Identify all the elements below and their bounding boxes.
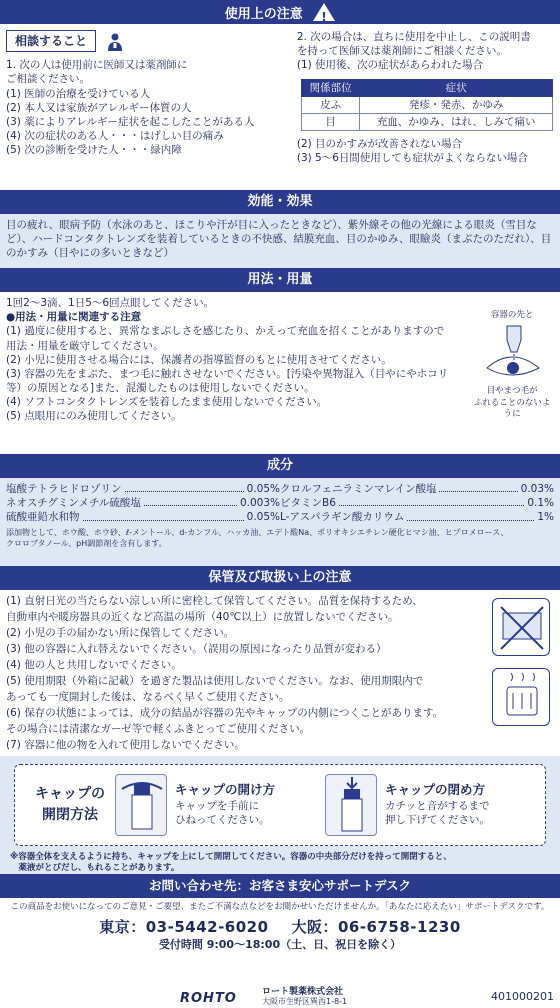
storage-line: (4) 他の人と共用しないでください。: [6, 658, 182, 671]
tokyo-phone: 東京：03-5442-6020: [99, 918, 269, 937]
leader-dots: [407, 510, 534, 520]
table-cell: 目: [301, 113, 360, 130]
cap-note: ※容器全体を支えるように持ち、キャップを上にして開閉してください。容器の中央部分だけを持って開閉すると、 薬液がとびだし、もれることがあります。: [10, 852, 452, 874]
symptom-table: [301, 79, 553, 132]
ingredient-row: [280, 510, 554, 524]
ingredient-row: [6, 496, 280, 510]
precaution-line: (4) 次の症状のある人・・・はげしい目の痛み: [6, 130, 224, 143]
table-row: [301, 113, 552, 130]
cap-open: キャップの開け方 キャップを手前に ひねってください。: [115, 774, 325, 836]
ingredient-amount: 0.05%: [246, 483, 280, 495]
storage-line: あっても一度開封した後は、なるべく早くご使用ください。: [6, 690, 290, 703]
additives-text: 添加物として、ホウ酸、ホウ砂、ℓ-メントール、d-カンフル、ハッカ油、エデト酸Na、ポリオキシエチレン硬化ヒマシ油、ヒプロメロース、: [6, 527, 509, 537]
figure-caption: 容器の先と: [490, 310, 534, 321]
ingredient-row: [280, 482, 554, 496]
dosage-note-line: (5) 点眼用にのみ使用してください。: [6, 410, 182, 423]
storage-line: (3) 他の容器に入れ替えないでください。（誤用の原因になったり品質が変わる）: [6, 642, 387, 655]
leader-dots: [144, 496, 237, 506]
ingredient-name: クロルフェニラミンマレイン酸塩: [280, 483, 437, 495]
contact-intro: この商品をお使いになってのご意見・ご要望、またご不満な点などをお聞かせいただけませんか。「あなたに応えたい」サポートデスクです。: [10, 902, 550, 912]
ingredient-amount: 0.1%: [527, 497, 554, 510]
precautions-right: [293, 30, 554, 186]
storage-body: [0, 590, 560, 756]
ingredients-right: [280, 482, 554, 525]
cap-close-figure-icon: [325, 774, 377, 836]
product-code: 401000201: [491, 990, 554, 1003]
table-header: 症状: [360, 79, 553, 96]
efficacy-text: 目の疲れ、眼病予防（水泳のあと、ほこりや汗が目に入ったときなど）、紫外線その他の光線による眼炎（雪目など）、ハードコンタクトレンズを装着しているときの不快感、結膜充血、目のかゆみ、眼瞼炎（まぶたのただれ）、目のかすみ（目やにの多いときなど）: [0, 214, 560, 268]
ingredient-name: L-アスパラギン酸カリウム: [280, 511, 405, 524]
storage-header: 保管及び取扱い上の注意: [0, 566, 560, 590]
dosage-note-line: (2) 小児に使用させる場合には、保護者の指導監督のもとに使用させてください。: [6, 353, 392, 366]
precaution-line: (3) 5～6日間使用しても症状がよくならない場合: [296, 152, 528, 165]
precautions-title: 使用上の注意: [224, 7, 303, 22]
doctor-consult-icon: [105, 32, 125, 52]
precaution-line: (1) 医師の治療を受けている人: [6, 87, 151, 100]
ingredients-body: [0, 478, 560, 566]
dosage-note-line: 用法・用量を厳守してください。: [6, 339, 164, 352]
consult-label: 相談すること: [6, 30, 96, 52]
precaution-line: 2. 次の場合は、直ちに使用を中止し、この説明書: [296, 31, 531, 43]
leader-dots: [83, 510, 244, 520]
storage-line: (6) 保存の状態によっては、成分の結晶が容器の先やキャップの内側につくことがあります。: [6, 706, 444, 719]
ingredient-amount: 0.003%: [239, 497, 280, 510]
cap-section: [0, 756, 560, 874]
contact-hours: 受付時間 9:00～18:00（土、日、祝日を除く）: [158, 937, 402, 951]
dosage-note-line: (4) ソフトコンタクトレンズを装着したまま使用しないでください。: [6, 396, 328, 409]
cap-instructions: [14, 764, 546, 846]
osaka-phone: 大阪：06-6758-1230: [291, 918, 461, 937]
leader-dots: [439, 482, 517, 492]
precautions-header: [0, 0, 560, 24]
contact-header: お問い合わせ先：お客さま安心サポートデスク: [0, 874, 560, 898]
storage-line: (7) 容器に他の物を入れて使用しないでください。: [6, 738, 245, 751]
ingredient-name: ビタミンB6: [280, 497, 336, 510]
dosage-subtitle: ●用法・用量に関連する注意: [6, 311, 142, 324]
efficacy-header: 効能・効果: [0, 190, 560, 214]
dropper-figure: [470, 310, 554, 423]
ingredients-header: 成分: [0, 454, 560, 478]
ingredient-amount: 0.05%: [246, 511, 280, 524]
figure-caption: 目やまつ毛が: [486, 386, 538, 397]
cap-open-figure-icon: [115, 774, 167, 836]
table-cell: 充血、かゆみ、はれ、しみて痛い: [360, 113, 553, 130]
ingredient-row: [6, 510, 280, 524]
leader-dots: [125, 482, 244, 492]
no-heater-icon: [492, 668, 550, 726]
ingredient-name: 硫酸亜鉛水和物: [6, 511, 80, 524]
cap-close: キャップの閉め方 カチッと音がするまで 押し下げてください。: [325, 774, 535, 836]
dosage-note-line: (3) 容器の先をまぶた、まつ毛に触れさせないでください。[汚染や異物混入（目やにやホコリ: [6, 367, 449, 380]
additives-text: クロロブタノール、pH調節剤を含有します。: [6, 539, 167, 549]
ingredients-left: [6, 482, 280, 525]
table-header: 関係部位: [301, 79, 360, 96]
rohto-logo: ROHTO: [180, 991, 237, 1006]
precaution-line: (2) 目のかすみが改善されない場合: [296, 138, 463, 151]
precautions-body: [0, 24, 560, 190]
dosage-main: 1回2～3滴、1日5～6回点眼してください。: [6, 297, 215, 309]
contact-phones: [0, 917, 560, 937]
contact-body: [0, 898, 560, 982]
dosage-note-line: (1) 過度に使用すると、異常なまぶしさを感じたり、かえって充血を招くことがありますので: [6, 325, 445, 338]
ingredient-name: ネオスチグミンメチル硫酸塩: [6, 497, 141, 510]
footer: [0, 986, 560, 1008]
precaution-line: を持って医師又は薬剤師にご相談ください。: [296, 45, 507, 58]
warning-icon: !: [313, 3, 335, 21]
storage-line: (5) 使用期限（外箱に記載）を過ぎた製品は使用しないでください。なお、使用期限内で: [6, 674, 424, 687]
storage-line: (2) 小児の手の届かない所に保管してください。: [6, 626, 235, 639]
storage-line: (1) 直射日光の当たらない涼しい所に密栓して保管してください。品質を保持するため、: [6, 595, 423, 607]
precaution-line: (1) 使用後、次の症状があらわれた場合: [296, 59, 484, 72]
precaution-line: ご相談ください。: [6, 73, 90, 86]
table-cell: 皮ふ: [301, 96, 360, 113]
company-name: ロート製薬株式会社: [262, 987, 344, 997]
eye-dropper-icon: [477, 322, 547, 382]
cap-title: キャップの 開閉方法: [35, 786, 105, 823]
leader-dots: [339, 496, 524, 506]
table-cell: 発疹・発赤、かゆみ: [360, 96, 553, 113]
precaution-line: (3) 薬によりアレルギー症状を起こしたことがある人: [6, 115, 255, 128]
ingredient-name: 塩酸テトラヒドロゾリン: [6, 483, 122, 495]
cap-close-title: キャップの閉め方: [385, 782, 486, 798]
no-car-heat-icon: [492, 598, 550, 656]
precautions-left: [6, 30, 293, 186]
company-address: 大阪市生野区巽西1-8-1: [262, 997, 348, 1006]
figure-caption: ふれることのないように: [473, 397, 551, 420]
ingredient-amount: 1%: [537, 511, 554, 524]
ingredient-amount: 0.03%: [520, 483, 554, 495]
storage-line: その場合には清潔なガーゼ等で軽くふきとってご使用ください。: [6, 722, 311, 735]
storage-line: 自動車内や暖房器具の近くなど高温の場所（40℃以上）に放置しないでください。: [6, 610, 399, 623]
dosage-note-line: 等）の原因となる]また、混濁したものは使用しないでください。: [6, 382, 315, 395]
cap-open-title: キャップの開け方: [175, 782, 276, 798]
table-row: [301, 96, 552, 113]
ingredient-row: [280, 496, 554, 510]
dosage-header: 用法・用量: [0, 268, 560, 292]
precaution-line: 1. 次の人は使用前に医師又は薬剤師に: [6, 59, 188, 72]
dosage-body: [0, 292, 560, 454]
precaution-line: (2) 本人又は家族がアレルギー体質の人: [6, 101, 192, 114]
precaution-line: (5) 次の診断を受けた人・・・緑内障: [6, 144, 182, 157]
ingredient-row: [6, 482, 280, 496]
